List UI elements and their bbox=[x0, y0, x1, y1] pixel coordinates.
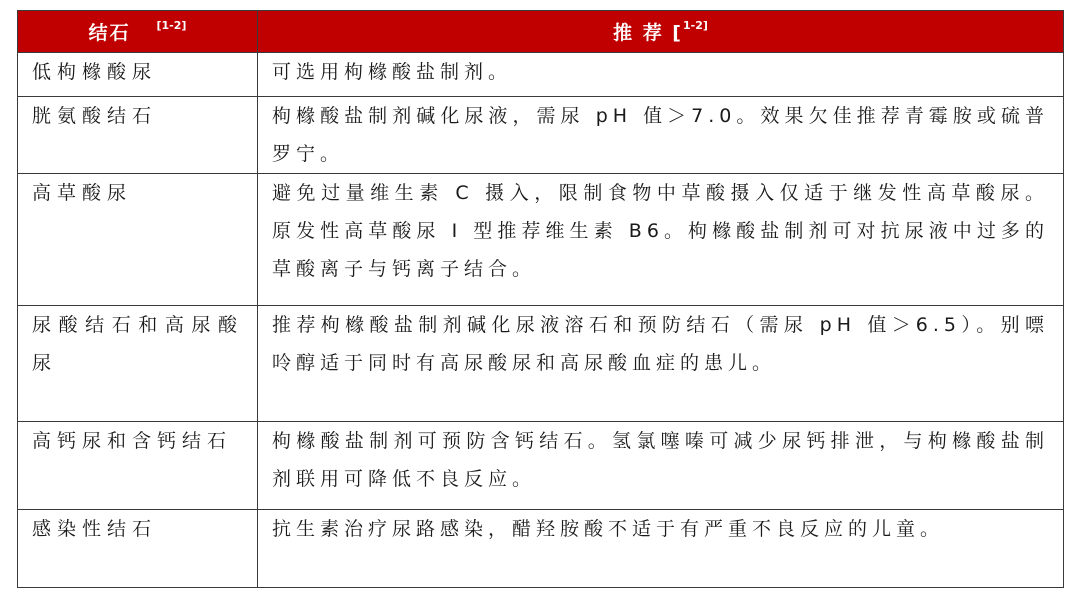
stone-treatment-table bbox=[17, 10, 1064, 588]
recommendation-cell: 避免过量维生素 C 摄入，限制食物中草酸摄入仅适于继发性高草酸尿。原发性高草酸尿 I 型推荐维生素 B6。枸橼酸盐制剂可对抗尿液中过多的草酸离子与钙离子结合。 bbox=[258, 174, 1064, 306]
recommendation-cell: 枸橼酸盐制剂碱化尿液，需尿 pH 值＞7.0。效果欠佳推荐青霉胺或硫普罗宁。 bbox=[258, 97, 1064, 174]
recommendation-cell: 抗生素治疗尿路感染，醋羟胺酸不适于有严重不良反应的儿童。 bbox=[258, 510, 1064, 588]
header-stone bbox=[18, 11, 258, 53]
recommendation-cell: 枸橼酸盐制剂可预防含钙结石。氢氯噻嗪可减少尿钙排泄，与枸橼酸盐制剂联用可降低不良反应。 bbox=[258, 422, 1064, 510]
recommendation-cell: 推荐枸橼酸盐制剂碱化尿液溶石和预防结石（需尿 pH 值＞6.5）。别嘌呤醇适于同时有高尿酸尿和高尿酸血症的患儿。 bbox=[258, 306, 1064, 422]
stone-type-cell: 低枸橼酸尿 bbox=[18, 53, 258, 97]
stone-type-cell: 感染性结石 bbox=[18, 510, 258, 588]
table-row bbox=[18, 97, 1064, 174]
header-recommendation-label: 推 荐 [ bbox=[613, 22, 683, 44]
recommendation-cell: 可选用枸橼酸盐制剂。 bbox=[258, 53, 1064, 97]
table-row bbox=[18, 422, 1064, 510]
table-row bbox=[18, 53, 1064, 97]
header-stone-label: 结石 bbox=[88, 22, 131, 44]
header-recommendation bbox=[258, 11, 1064, 53]
header-recommendation-ref: 1-2] bbox=[683, 18, 708, 32]
table-row bbox=[18, 306, 1064, 422]
stone-type-cell: 胱氨酸结石 bbox=[18, 97, 258, 174]
stone-type-cell: 高草酸尿 bbox=[18, 174, 258, 306]
table-header-row bbox=[18, 11, 1064, 53]
stone-type-cell: 高钙尿和含钙结石 bbox=[18, 422, 258, 510]
table-row bbox=[18, 174, 1064, 306]
table-row bbox=[18, 510, 1064, 588]
stone-type-cell: 尿酸结石和高尿酸尿 bbox=[18, 306, 258, 422]
header-stone-ref: [1-2] bbox=[156, 18, 187, 32]
